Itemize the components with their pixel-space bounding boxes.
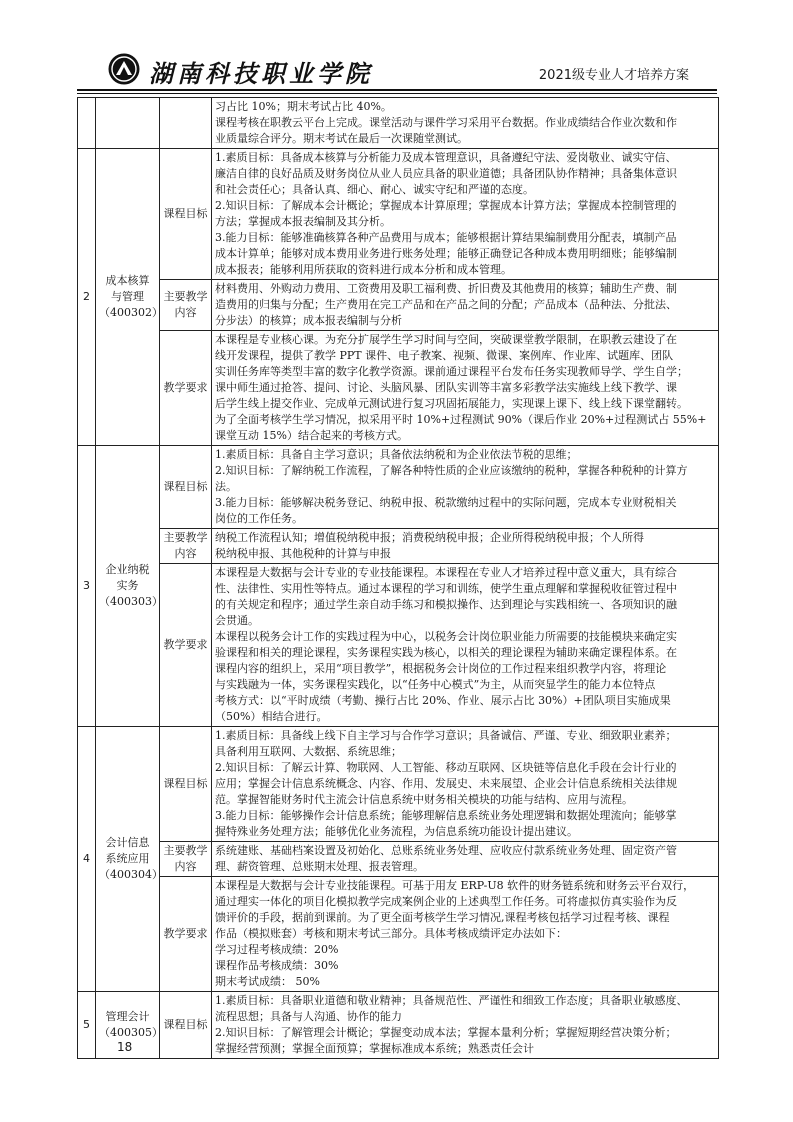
content-line: 1.素质目标：具备线上线下自主学习与合作学习意识；具备诚信、严谨、专业、细致职业素养；: [215, 729, 677, 742]
continuation-category-cell: [160, 98, 212, 149]
category-label: 课程目标: [160, 446, 212, 529]
content-line: 具备利用互联网、大数据、系统思维；: [215, 745, 402, 758]
category-label: 课程目标: [160, 727, 212, 842]
content-line: 材料费用、外购动力费用、工资费用及职工福利费、折旧费及其他费用的核算；辅助生产费、制: [215, 282, 677, 295]
category-content: [212, 280, 719, 331]
content-line: 系统建账、基础档案设置及初始化、总账系统业务处理、应收应付款系统业务处理、固定资产管: [215, 844, 677, 857]
course-name-cell: [96, 727, 163, 992]
content-line: 课程考核在职教云平台上完成。课堂活动与课件学习采用平台数据。作业成绩结合作业次数和作: [215, 116, 677, 129]
continuation-index-cell: [78, 98, 96, 149]
course-name-line: （400304）: [99, 868, 163, 881]
content-line: 线开发课程，提供了教学 PPT 课件、电子教案、视频、微课、案例库、作业库、试题库、团队: [215, 349, 674, 362]
category-label-line: 主要教学: [163, 531, 208, 544]
content-line: 和社会责任心；具备认真、细心、耐心、诚实守纪和严谨的态度。: [215, 183, 534, 196]
course-name-line: 企业纳税: [105, 563, 150, 576]
header-rule-thin: [77, 93, 717, 94]
course-row: [78, 992, 719, 1059]
category-label: [160, 280, 212, 331]
course-row: [78, 529, 719, 564]
content-line: 为了全面考核学生学习情况，拟采用平时 10%+过程测试 90%（课后作业 20%+过程测试占 55%+: [215, 413, 707, 426]
category-content: [212, 842, 719, 877]
content-line: 握特殊业务处理方法；能够优化业务流程，为信息系统功能设计提出建议。: [215, 825, 578, 838]
course-row: [78, 446, 719, 529]
content-line: 与实践融为一体，实务课程实践化，以“任务中心模式”为主，从而突显学生的能力本位特点: [215, 678, 656, 691]
content-line: 通过理实一体化的项目化模拟教学完成案例企业的上述典型工作任务。可将虚拟仿真实验作为反: [215, 895, 677, 908]
school-name: 湖南科技职业学院: [149, 59, 373, 88]
category-label: [160, 842, 212, 877]
content-line: 3.能力目标：能够操作会计信息系统；能够理解信息系统业务处理逻辑和数据处理流向；能够掌: [215, 809, 677, 822]
content-line: 法。: [215, 480, 237, 493]
course-name-line: 与管理: [111, 290, 144, 303]
category-content: [212, 149, 719, 280]
category-content: [212, 529, 719, 564]
content-line: 课程作品考核成绩：30%: [215, 959, 339, 972]
category-content: [212, 564, 719, 727]
course-name-line: 成本核算: [105, 274, 150, 287]
content-line: 方法；掌握成本报表编制及其分析。: [215, 215, 391, 228]
category-content: [212, 446, 719, 529]
course-name-cell: [96, 149, 163, 446]
page-number: 18: [117, 1040, 133, 1054]
course-name-line: （400303）: [99, 595, 163, 608]
header-rule: [77, 89, 717, 91]
content-line: 馈评价的手段，据前到课前。为了更全面考核学生学习情况,课程考核包括学习过程考核、课程: [215, 911, 670, 924]
content-line: 习占比 10%；期末考试占比 40%。: [215, 100, 392, 113]
content-line: 2.知识目标：了解成本会计概论；掌握成本计算原理；掌握成本计算方法；掌握成本控制管理的: [215, 199, 677, 212]
content-line: 性、法律性、实用性等特点。通过本课程的学习和训练，使学生重点理解和掌握税收征管过程中: [215, 582, 677, 595]
content-line: 2.知识目标：了解纳税工作流程，了解各种特性质的企业应该缴纳的税种，掌握各种税种的计算方: [215, 464, 688, 477]
content-line: 后学生线上提交作业、完成单元测试进行复习巩固拓展能力，实现课上课下、线上线下课堂翻转。: [215, 397, 688, 410]
content-line: 2.知识目标：了解管理会计概论；掌握变动成本法；掌握本量利分析；掌握短期经营决策分析；: [215, 1026, 677, 1039]
content-line: （50%）相结合进行。: [215, 710, 328, 723]
content-line: 本课程是大数据与会计专业的专业技能课程。本课程在专业人才培养过程中意义重大，具有综合: [215, 566, 677, 579]
content-line: 1.素质目标：具备自主学习意识；具备依法纳税和为企业依法节税的思维；: [215, 448, 578, 461]
category-label: 课程目标: [160, 149, 212, 280]
content-line: 课堂互动 15%）结合起来的考核方式。: [215, 429, 408, 442]
content-line: 造费用的归集与分配；生产费用在完工产品和在产品之间的分配；产品成本（品种法、分批法、: [215, 298, 677, 311]
content-line: 学习过程考核成绩：20%: [215, 943, 339, 956]
category-label-line: 主要教学: [163, 844, 208, 857]
plan-title: 2021级专业人才培养方案: [538, 68, 689, 83]
content-line: 本课程以税务会计工作的实践过程为中心，以税务会计岗位职业能力所需要的技能模块来确定实: [215, 630, 677, 643]
content-line: 本课程是大数据与会计专业技能课程。可基于用友 ERP-U8 软件的财务链系统和财务云平台双行，: [215, 879, 695, 892]
category-label: 教学要求: [160, 564, 212, 727]
content-line: 1.素质目标：具备成本核算与分析能力及成本管理意识，具备遵纪守法、爱岗敬业、诚实守信、: [215, 151, 677, 164]
content-line: 岗位的工作任务。: [215, 512, 303, 525]
category-content: [212, 727, 719, 842]
course-row: [78, 331, 719, 446]
course-name-line: （400305）: [99, 1026, 163, 1039]
content-line: 税纳税申报、其他税种的计算与申报: [215, 547, 391, 560]
content-line: 掌握经营预测；掌握全面预算；掌握标准成本系统；熟悉责任会计: [215, 1042, 534, 1055]
course-row: [78, 564, 719, 727]
continuation-course-cell: [96, 98, 160, 149]
course-index: 3: [78, 446, 96, 727]
content-line: 业质量综合评分。期末考试在最后一次课随堂测试。: [215, 132, 468, 145]
content-line: 1.素质目标：具备职业道德和敬业精神；具备规范性、严谨性和细致工作态度；具备职业敏感度、: [215, 994, 688, 1007]
course-name-line: 管理会计: [105, 1010, 150, 1023]
course-name-line: 系统应用: [105, 852, 150, 865]
category-label-line: 内容: [174, 860, 197, 873]
school-emblem-icon: [107, 52, 141, 86]
course-row: [78, 842, 719, 877]
course-index: 2: [78, 149, 96, 446]
course-row: [78, 149, 719, 280]
page-header: [77, 44, 717, 94]
content-line: 范。掌握智能财务时代主流会计信息系统中财务相关模块的功能与结构、应用与流程。: [215, 793, 633, 806]
course-table: [77, 97, 719, 1059]
content-line: 3.能力目标：能够准确核算各种产品费用与成本；能够根据计算结果编制费用分配表，填制产品: [215, 231, 677, 244]
content-line: 流程思想；具备与人沟通、协作的能力: [215, 1010, 402, 1023]
category-content: [212, 992, 719, 1059]
content-line: 本课程是专业核心课。为充分扩展学生学习时间与空间，突破课堂教学限制，在职教云建设了在: [215, 333, 677, 346]
course-name-cell: [96, 446, 163, 727]
content-line: 廉洁自律的良好品质及财务岗位从业人员应具备的职业道德；具备团队协作精神；具备集体意识: [215, 167, 677, 180]
content-line: 会贯通。: [215, 614, 259, 627]
content-line: 成本计算单；能够对成本费用业务进行账务处理；能够正确登记各种成本费用明细账；能够编制: [215, 247, 677, 260]
course-name-line: 会计信息: [105, 836, 150, 849]
content-line: 考核方式：以“平时成绩（考勤、操行占比 20%、作业、展示占比 30%）+团队项目实施成果: [215, 694, 671, 707]
content-line: 的有关规定和程序；通过学生亲自动手练习和模拟操作、达到理论与实践相统一、各项知识的融: [215, 598, 677, 611]
content-line: 纳税工作流程认知；增值税纳税申报；消费税纳税申报；企业所得税纳税申报；个人所得: [215, 531, 644, 544]
content-line: 课程内容的组织上，采用“项目教学”，根据税务会计岗位的工作过程来组织教学内容，将理论: [215, 662, 667, 675]
category-label-line: 内容: [174, 547, 197, 560]
content-line: 3.能力目标：能够解决税务登记、纳税申报、税款缴纳过程中的实际问题，完成本专业财税相关: [215, 496, 677, 509]
content-line: 理、薪资管理、总账期末处理、报表管理。: [215, 860, 424, 873]
course-name-line: 实务: [116, 579, 139, 592]
course-row: [78, 877, 719, 992]
category-label-line: 内容: [174, 306, 197, 319]
category-label-line: 主要教学: [163, 290, 208, 303]
category-label: [160, 529, 212, 564]
content-line: 作品（模拟账套）考核和期末考试三部分。具体考核成绩评定办法如下：: [215, 927, 567, 940]
content-line: 课中师生通过抢答、提问、讨论、头脑风暴、团队实训等丰富多彩教学法实施线上线下教学、课: [215, 381, 677, 394]
category-content: [212, 877, 719, 992]
category-label: 教学要求: [160, 877, 212, 992]
content-line: 应用；掌握会计信息系统概念、内容、作用、发展史、未来展望、企业会计信息系统相关法律规: [215, 777, 677, 790]
category-content: [212, 331, 719, 446]
continuation-row: [78, 98, 719, 149]
category-label: 教学要求: [160, 331, 212, 446]
course-index: 4: [78, 727, 96, 992]
category-label: 课程目标: [160, 992, 212, 1059]
course-row: [78, 727, 719, 842]
content-line: 2.知识目标：了解云计算、物联网、人工智能、移动互联网、区块链等信息化手段在会计行业的: [215, 761, 677, 774]
course-row: [78, 280, 719, 331]
course-name-line: （400302）: [99, 306, 163, 319]
content-line: 成本报表；能够利用所获取的资料进行成本分析和成本管理。: [215, 263, 512, 276]
course-index: 5: [78, 992, 96, 1059]
content-line: 验课程和相关的理论课程，实务课程实践为核心，以相关的理论课程为辅助来确定课程体系。在: [215, 646, 677, 659]
content-line: 期末考试成绩： 50%: [215, 975, 320, 988]
continuation-content: [212, 98, 719, 149]
content-line: 分步法）的核算；成本报表编制与分析: [215, 314, 402, 327]
content-line: 实训任务库等类型丰富的数字化教学资源。课前通过课程平台发布任务实现教师导学、学生自学；: [215, 365, 688, 378]
